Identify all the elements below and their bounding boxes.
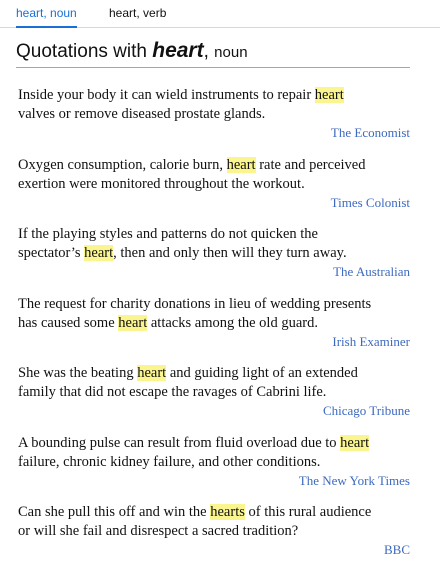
- title-part-of-speech: noun: [214, 44, 248, 61]
- quotation-item: [18, 225, 410, 295]
- quote-line2-text: family that did not escape the ravages of Cabrini life.: [18, 384, 327, 400]
- source-link[interactable]: Irish Examiner: [332, 333, 410, 349]
- quote-line2-text: or will she fail and disrespect a sacred tradition?: [18, 523, 299, 539]
- quotation-item: [18, 295, 410, 365]
- part-of-speech-tabs: [0, 0, 440, 28]
- quote-line1-text: A bounding pulse can result from fluid overload due to: [18, 434, 341, 451]
- quotation-item: [18, 364, 410, 434]
- quote-line2-text: valves or remove diseased prostate glands.: [18, 106, 266, 122]
- highlighted-word: heart: [118, 314, 148, 331]
- title-prefix: Quotations with: [16, 41, 153, 62]
- quote-line1-text: Inside your body it can wield instruments to repair: [18, 87, 315, 103]
- page-title: [16, 39, 410, 68]
- quote-line2-text: has caused some: [18, 314, 119, 331]
- quote-line1-text: Can she pull this off and win the: [18, 504, 211, 520]
- source-link[interactable]: The Australian: [333, 264, 410, 279]
- tab-heart-verb[interactable]: heart, verb: [109, 6, 167, 20]
- title-separator: ,: [203, 41, 215, 62]
- quote-line2-rest: attacks among the old guard.: [147, 314, 318, 331]
- source-link[interactable]: Chicago Tribune: [322, 403, 410, 418]
- source-link[interactable]: Times Colonist: [330, 194, 410, 210]
- highlighted-word: heart: [84, 245, 114, 261]
- quotation-text: [18, 364, 410, 402]
- quotation-text: [18, 503, 410, 541]
- highlighted-word: hearts: [210, 504, 245, 520]
- tab-heart-noun[interactable]: heart, noun: [16, 6, 77, 28]
- quotation-text: [18, 156, 410, 194]
- quote-line1-text: The request for charity donations in lieu of wedding presents: [18, 295, 372, 312]
- highlighted-word: heart: [340, 434, 370, 451]
- quotation-text: [18, 295, 410, 333]
- highlighted-word: heart: [137, 365, 167, 381]
- quotation-text: [18, 434, 410, 472]
- quote-line2-text: failure, chronic kidney failure, and other conditions.: [18, 453, 321, 470]
- quote-line1-text: She was the beating: [18, 365, 138, 381]
- quote-line1-rest: and guiding light of an extended: [166, 365, 358, 381]
- quotations-list: [18, 86, 410, 573]
- source-link[interactable]: BBC: [383, 542, 410, 557]
- quotation-item: [18, 156, 410, 226]
- title-word: heart: [152, 39, 204, 62]
- quotation-text: [18, 225, 410, 263]
- quote-line1-text: Oxygen consumption, calorie burn,: [18, 156, 227, 173]
- highlighted-word: heart: [226, 156, 256, 173]
- quotation-item: [18, 86, 410, 156]
- quotation-item: [18, 434, 410, 504]
- highlighted-word: heart: [314, 87, 344, 103]
- quote-line1-rest: of this rural audience: [244, 504, 372, 520]
- quote-line1-text: If the playing styles and patterns do not quicken the: [18, 226, 318, 242]
- quote-line2-rest: , then and only then will they turn away.: [113, 245, 347, 261]
- source-link[interactable]: The Economist: [330, 125, 410, 140]
- quote-line2-text: spectator’s: [18, 245, 85, 261]
- source-link[interactable]: The New York Times: [298, 472, 410, 488]
- quotation-text: [18, 86, 410, 124]
- quotation-item: [18, 503, 410, 573]
- quote-line1-rest: rate and perceived: [255, 156, 366, 173]
- quote-line2-text: exertion were monitored throughout the workout.: [18, 175, 305, 192]
